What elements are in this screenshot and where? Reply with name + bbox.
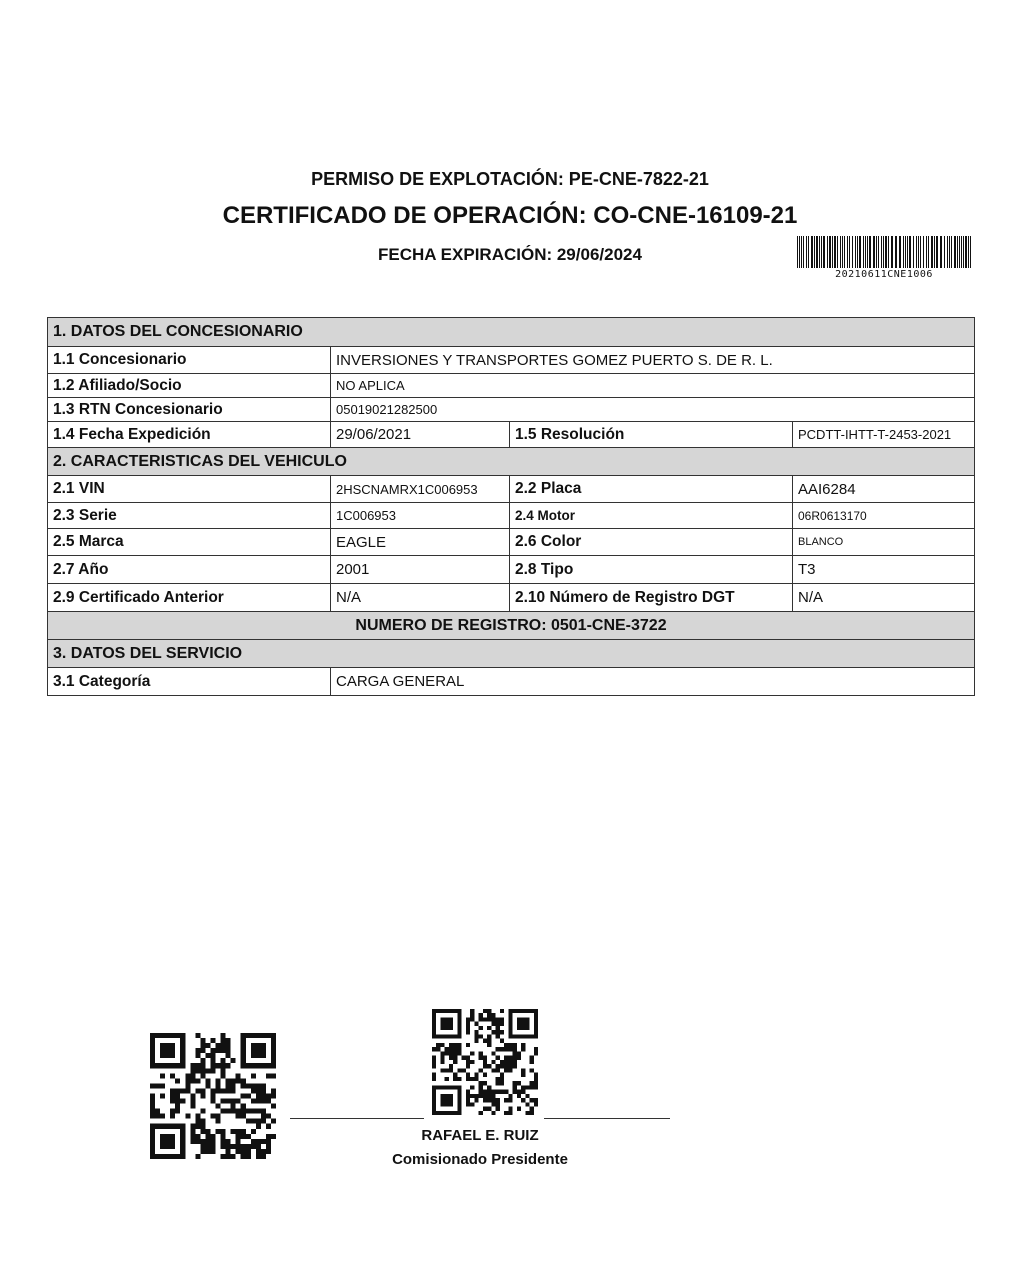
field-value: PCDTT-IHTT-T-2453-2021	[793, 422, 975, 448]
fecha-expiracion: FECHA EXPIRACIÓN: 29/06/2024	[378, 245, 642, 264]
field-value: EAGLE	[331, 529, 510, 556]
field-label: 2.6 Color	[510, 529, 793, 556]
signature-line	[290, 1118, 424, 1119]
field-label: 1.2 Afiliado/Socio	[48, 374, 331, 398]
table-row	[48, 503, 975, 529]
field-label: 1.1 Concesionario	[48, 347, 331, 374]
qr-code-icon	[150, 1033, 276, 1159]
field-value: T3	[793, 556, 975, 584]
signature-line	[544, 1118, 670, 1119]
table-row	[48, 529, 975, 556]
field-value: AAI6284	[793, 476, 975, 503]
field-label: 2.8 Tipo	[510, 556, 793, 584]
table-row	[48, 668, 975, 696]
numero-registro: NUMERO DE REGISTRO: 0501-CNE-3722	[48, 612, 975, 640]
barcode-number: 20210611CNE1006	[835, 269, 933, 280]
field-value: N/A	[331, 584, 510, 612]
table-row	[48, 584, 975, 612]
field-label: 1.4 Fecha Expedición	[48, 422, 331, 448]
field-value: 1C006953	[331, 503, 510, 529]
signatory-name: RAFAEL E. RUIZ	[421, 1127, 539, 1144]
field-label: 2.1 VIN	[48, 476, 331, 503]
section-title: 1. DATOS DEL CONCESIONARIO	[48, 318, 975, 347]
certificado-title: CERTIFICADO DE OPERACIÓN: CO-CNE-16109-21	[222, 202, 798, 229]
table-row	[48, 476, 975, 503]
field-value: 05019021282500	[331, 398, 975, 422]
section-header-servicio	[48, 640, 975, 668]
section-header-vehiculo	[48, 448, 975, 476]
field-value: N/A	[793, 584, 975, 612]
field-value: INVERSIONES Y TRANSPORTES GOMEZ PUERTO S. DE R. L.	[331, 347, 975, 374]
field-value: BLANCO	[793, 529, 975, 556]
field-label: 2.3 Serie	[48, 503, 331, 529]
table-row	[48, 347, 975, 374]
field-value: 2HSCNAMRX1C006953	[331, 476, 510, 503]
field-value: 29/06/2021	[331, 422, 510, 448]
qr-code-icon	[432, 1009, 538, 1115]
field-label: 2.10 Número de Registro DGT	[510, 584, 793, 612]
table-row	[48, 398, 975, 422]
signatory-title: Comisionado Presidente	[392, 1151, 568, 1168]
field-value: CARGA GENERAL	[331, 668, 975, 696]
registro-row	[48, 612, 975, 640]
field-label: 2.5 Marca	[48, 529, 331, 556]
field-label: 2.9 Certificado Anterior	[48, 584, 331, 612]
field-value: NO APLICA	[331, 374, 975, 398]
field-label: 3.1 Categoría	[48, 668, 331, 696]
barcode-icon	[796, 236, 972, 272]
certificate-table	[47, 317, 975, 696]
field-label: 1.5 Resolución	[510, 422, 793, 448]
field-value: 06R0613170	[793, 503, 975, 529]
permiso-title: PERMISO DE EXPLOTACIÓN: PE-CNE-7822-21	[311, 169, 709, 189]
field-label: 2.4 Motor	[510, 503, 793, 529]
section-header-concesionario	[48, 318, 975, 347]
field-label: 1.3 RTN Concesionario	[48, 398, 331, 422]
table-row	[48, 374, 975, 398]
field-label: 2.7 Año	[48, 556, 331, 584]
field-value: 2001	[331, 556, 510, 584]
table-row	[48, 556, 975, 584]
section-title: 2. CARACTERISTICAS DEL VEHICULO	[48, 448, 975, 476]
field-label: 2.2 Placa	[510, 476, 793, 503]
section-title: 3. DATOS DEL SERVICIO	[48, 640, 975, 668]
table-row	[48, 422, 975, 448]
